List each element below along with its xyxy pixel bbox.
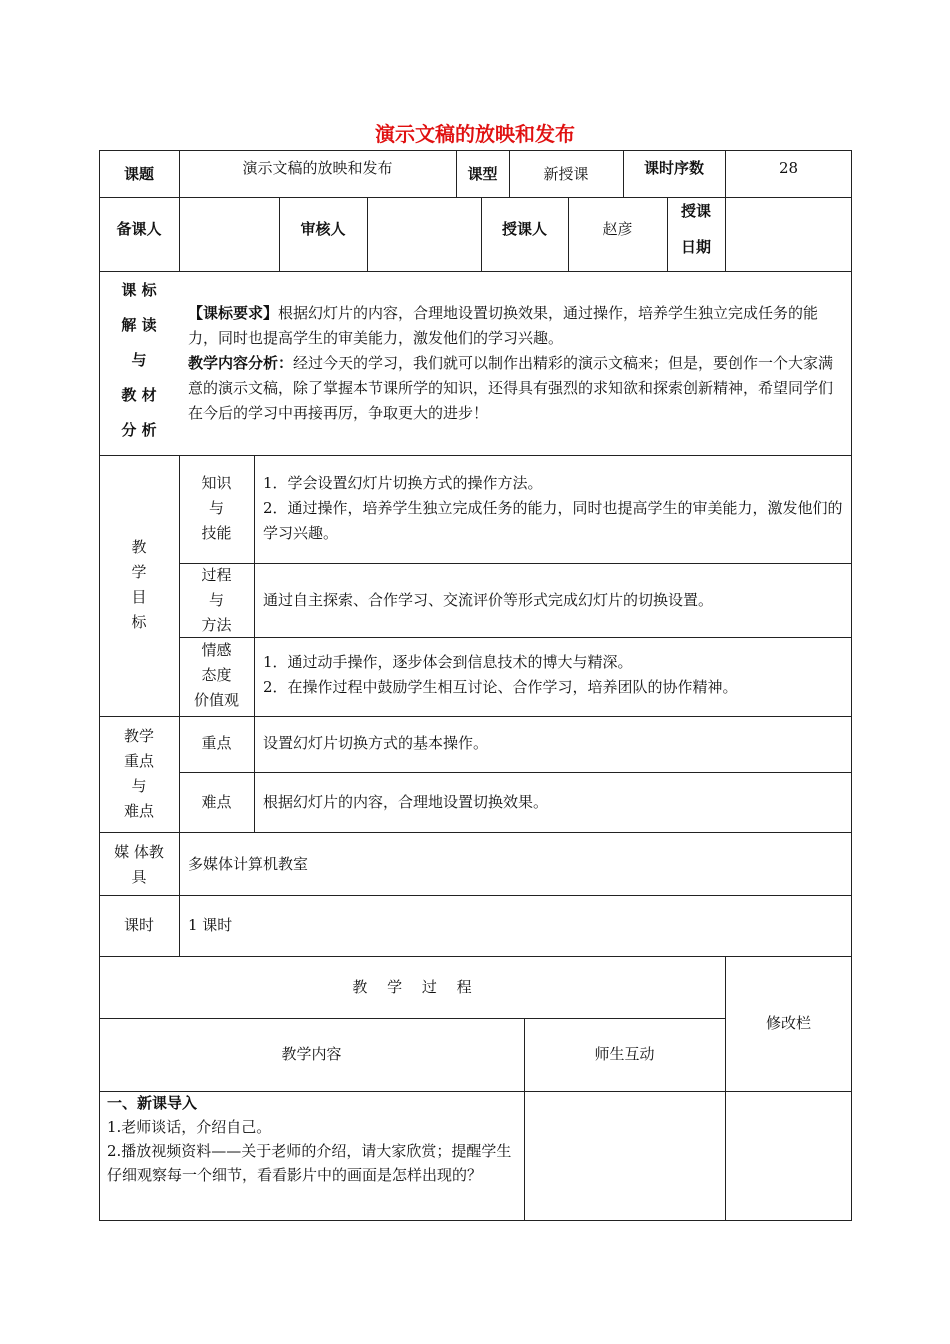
topic-label: 课题	[123, 165, 154, 183]
date-label-top: 授课	[680, 202, 711, 220]
curriculum-requirement-label: 【课标要求】	[188, 304, 279, 322]
knowledge-skills-content	[263, 471, 845, 546]
key-point-content: 设置幻灯片切换方式的基本操作。	[263, 734, 489, 752]
analysis-label: 课 标 解 读 与 教 材 分 析	[121, 281, 157, 439]
emotion-item: 2．在操作过程中鼓励学生相互讨论、合作学习，培养团队的协作精神。	[263, 678, 738, 696]
knowledge-skills-label: 知识 与 技能	[201, 474, 232, 542]
teaching-process-heading: 教 学 过 程	[352, 978, 472, 996]
section-title: 一、新课导入	[107, 1094, 198, 1112]
process-method-label: 过程 与 方法	[201, 566, 232, 634]
knowledge-item: 1．学会设置幻灯片切换方式的操作方法。	[263, 474, 543, 492]
reviewer-label: 审核人	[300, 220, 346, 238]
media-label: 媒 体教 具	[114, 843, 164, 886]
topic-value: 演示文稿的放映和发布	[242, 159, 393, 177]
period-number-value: 28	[778, 159, 799, 177]
key-points-label: 教学 重点 与 难点	[123, 727, 154, 820]
new-lesson-intro	[107, 1091, 517, 1187]
interaction-header: 师生互动	[594, 1045, 655, 1063]
period-number-label: 课时序数	[643, 159, 704, 177]
date-label-bottom: 日期	[680, 238, 711, 256]
document-title: 演示文稿的放映和发布	[375, 122, 575, 146]
intro-line: 2.播放视频资料——关于老师的介绍，请大家欣赏；提醒学生仔细观察每一个细节，看看影片中的画面是怎样出现的？	[107, 1142, 512, 1184]
knowledge-item: 2．通过操作，培养学生独立完成任务的能力，同时也提高学生的审美能力，激发他们的学习兴趣。	[263, 499, 843, 542]
media-value: 多媒体计算机教室	[188, 855, 309, 873]
difficulty-label: 难点	[201, 793, 232, 811]
content-analysis-text: 经过今天的学习，我们就可以制作出精彩的演示文稿来；但是，要创作一个大家满意的演示文稿，除了掌握本节课所学的知识，还得具有强烈的求知欲和探索创新精神，希望同学们在今后的学习中再接再厉，争取更大的进步！	[188, 354, 834, 422]
key-point-label: 重点	[201, 734, 232, 752]
content-analysis-label: 教学内容分析：	[188, 354, 294, 372]
teacher-value: 赵彦	[602, 220, 633, 238]
teaching-content-header: 教学内容	[281, 1045, 342, 1063]
lesson-type-label: 课型	[467, 165, 498, 183]
curriculum-requirement-text: 根据幻灯片的内容，合理地设置切换效果，通过操作，培养学生独立完成任务的能力，同时也提高学生的审美能力，激发他们的学习兴趣。	[188, 304, 819, 347]
emotion-attitude-content	[263, 650, 845, 700]
hours-label: 课时	[123, 916, 154, 934]
hours-value: 1 课时	[188, 916, 233, 934]
difficulty-content: 根据幻灯片的内容，合理地设置切换效果。	[263, 793, 549, 811]
analysis-content	[188, 301, 844, 426]
lesson-type-value: 新授课	[543, 165, 589, 183]
process-method-content: 通过自主探索、合作学习、交流评价等形式完成幻灯片的切换设置。	[263, 591, 714, 609]
preparer-label: 备课人	[116, 220, 162, 238]
objectives-label: 教 学 目 标	[131, 538, 147, 631]
teacher-label: 授课人	[501, 220, 547, 238]
intro-line: 1.老师谈话，介绍自己。	[107, 1118, 272, 1136]
emotion-attitude-label: 情感 态度 价值观	[193, 641, 239, 709]
emotion-item: 1．通过动手操作，逐步体会到信息技术的博大与精深。	[263, 653, 633, 671]
revision-column-label: 修改栏	[765, 1014, 811, 1032]
